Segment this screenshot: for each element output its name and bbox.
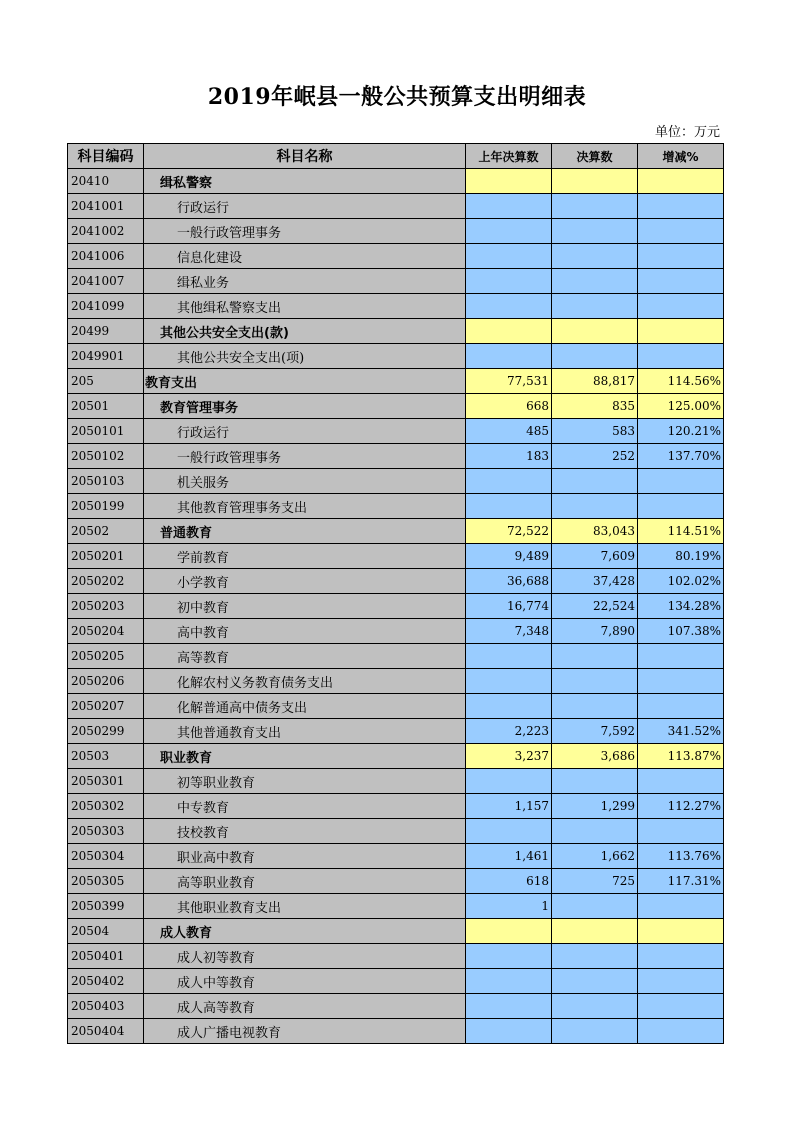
- row-name-cell: [144, 769, 466, 794]
- row-code: 20504: [68, 919, 144, 944]
- row-code: 2050402: [68, 969, 144, 994]
- row-code: 20499: [68, 319, 144, 344]
- row-final: [552, 469, 638, 494]
- row-change-pct: 341.52%: [638, 719, 724, 744]
- row-change-pct: [638, 819, 724, 844]
- row-name: 缉私警察: [160, 175, 213, 191]
- row-prev-year: 183: [466, 444, 552, 469]
- table-row: [68, 294, 724, 319]
- row-prev-year: 2,223: [466, 719, 552, 744]
- row-name-cell: [144, 994, 466, 1019]
- row-code: 2050203: [68, 594, 144, 619]
- table-row: [68, 869, 724, 894]
- row-name: 技校教育: [177, 825, 230, 841]
- row-change-pct: [638, 169, 724, 194]
- row-prev-year: [466, 244, 552, 269]
- row-name: 成人高等教育: [177, 1000, 256, 1016]
- row-name: 其他职业教育支出: [177, 900, 282, 916]
- row-code: 2050103: [68, 469, 144, 494]
- row-name-cell: [144, 244, 466, 269]
- row-name: 成人教育: [160, 925, 213, 941]
- row-name-cell: [144, 794, 466, 819]
- row-code: 2050305: [68, 869, 144, 894]
- row-code: 2050304: [68, 844, 144, 869]
- row-name: 行政运行: [177, 200, 230, 216]
- row-prev-year: [466, 644, 552, 669]
- row-name-cell: [144, 594, 466, 619]
- row-code: 20502: [68, 519, 144, 544]
- row-code: 2041002: [68, 219, 144, 244]
- row-code: 2050301: [68, 769, 144, 794]
- row-prev-year: 1: [466, 894, 552, 919]
- table-row: [68, 219, 724, 244]
- row-name-cell: [144, 494, 466, 519]
- row-final: [552, 494, 638, 519]
- row-code: 20410: [68, 169, 144, 194]
- row-name-cell: [144, 269, 466, 294]
- row-change-pct: [638, 269, 724, 294]
- header-change-pct: 增减%: [638, 144, 724, 169]
- row-prev-year: [466, 819, 552, 844]
- row-final: [552, 769, 638, 794]
- row-prev-year: 9,489: [466, 544, 552, 569]
- table-row: [68, 944, 724, 969]
- row-prev-year: 668: [466, 394, 552, 419]
- row-name: 其他缉私警察支出: [177, 300, 282, 316]
- row-final: 835: [552, 394, 638, 419]
- row-name: 成人中等教育: [177, 975, 256, 991]
- row-code: 2050201: [68, 544, 144, 569]
- row-name: 其他普通教育支出: [177, 725, 282, 741]
- row-prev-year: [466, 319, 552, 344]
- row-change-pct: [638, 969, 724, 994]
- row-prev-year: 16,774: [466, 594, 552, 619]
- row-name-cell: [144, 969, 466, 994]
- row-code: 2041006: [68, 244, 144, 269]
- row-code: 2050404: [68, 1019, 144, 1044]
- row-code: 2050303: [68, 819, 144, 844]
- row-change-pct: [638, 344, 724, 369]
- row-final: [552, 319, 638, 344]
- row-prev-year: [466, 919, 552, 944]
- table-header-row: [68, 144, 724, 169]
- table-row: [68, 269, 724, 294]
- table-row: [68, 244, 724, 269]
- row-change-pct: 120.21%: [638, 419, 724, 444]
- row-change-pct: [638, 669, 724, 694]
- row-prev-year: 72,522: [466, 519, 552, 544]
- row-code: 2050199: [68, 494, 144, 519]
- table-row: [68, 194, 724, 219]
- row-final: [552, 294, 638, 319]
- row-name-cell: [144, 219, 466, 244]
- row-change-pct: 114.51%: [638, 519, 724, 544]
- table-row: [68, 319, 724, 344]
- row-name: 机关服务: [177, 475, 230, 491]
- row-name: 职业高中教育: [177, 850, 256, 866]
- row-name-cell: [144, 519, 466, 544]
- row-final: [552, 969, 638, 994]
- row-name: 高中教育: [177, 625, 230, 641]
- row-prev-year: 7,348: [466, 619, 552, 644]
- row-name: 高等职业教育: [177, 875, 256, 891]
- row-change-pct: 102.02%: [638, 569, 724, 594]
- row-name-cell: [144, 569, 466, 594]
- unit-label: 单位：万元: [654, 125, 720, 140]
- table-row: [68, 469, 724, 494]
- row-code: 2050101: [68, 419, 144, 444]
- row-code: 2050302: [68, 794, 144, 819]
- budget-table: [67, 143, 724, 1044]
- row-name-cell: [144, 319, 466, 344]
- row-name: 其他公共安全支出(款): [160, 325, 289, 341]
- row-final: [552, 669, 638, 694]
- table-row: [68, 344, 724, 369]
- row-prev-year: [466, 469, 552, 494]
- row-final: 3,686: [552, 744, 638, 769]
- row-name-cell: [144, 719, 466, 744]
- table-row: [68, 994, 724, 1019]
- row-code: 2050206: [68, 669, 144, 694]
- row-code: 2041007: [68, 269, 144, 294]
- row-final: [552, 219, 638, 244]
- row-prev-year: [466, 944, 552, 969]
- row-final: [552, 819, 638, 844]
- table-row: [68, 394, 724, 419]
- row-change-pct: [638, 919, 724, 944]
- row-name-cell: [144, 744, 466, 769]
- row-name-cell: [144, 419, 466, 444]
- table-row: [68, 1019, 724, 1044]
- row-change-pct: 134.28%: [638, 594, 724, 619]
- row-code: 2041001: [68, 194, 144, 219]
- row-name-cell: [144, 694, 466, 719]
- row-name-cell: [144, 894, 466, 919]
- row-name-cell: [144, 869, 466, 894]
- row-name: 初中教育: [177, 600, 230, 616]
- header-code: 科目编码: [68, 144, 144, 169]
- row-final: 1,662: [552, 844, 638, 869]
- row-prev-year: [466, 694, 552, 719]
- row-name: 学前教育: [177, 550, 230, 566]
- row-name: 成人广播电视教育: [177, 1025, 282, 1041]
- row-change-pct: [638, 944, 724, 969]
- row-change-pct: [638, 244, 724, 269]
- row-name-cell: [144, 469, 466, 494]
- row-name-cell: [144, 644, 466, 669]
- row-final: 22,524: [552, 594, 638, 619]
- row-name: 小学教育: [177, 575, 230, 591]
- row-change-pct: [638, 294, 724, 319]
- row-change-pct: [638, 644, 724, 669]
- row-final: [552, 169, 638, 194]
- row-change-pct: [638, 1019, 724, 1044]
- row-name-cell: [144, 444, 466, 469]
- row-final: 37,428: [552, 569, 638, 594]
- row-code: 2050207: [68, 694, 144, 719]
- row-name-cell: [144, 369, 466, 394]
- table-row: [68, 794, 724, 819]
- row-change-pct: 125.00%: [638, 394, 724, 419]
- row-final: 88,817: [552, 369, 638, 394]
- table-row: [68, 694, 724, 719]
- table-row: [68, 919, 724, 944]
- table-row: [68, 719, 724, 744]
- row-prev-year: 3,237: [466, 744, 552, 769]
- row-prev-year: 77,531: [466, 369, 552, 394]
- row-name: 行政运行: [177, 425, 230, 441]
- row-name: 职业教育: [160, 750, 213, 766]
- row-change-pct: [638, 894, 724, 919]
- row-final: [552, 944, 638, 969]
- row-change-pct: 107.38%: [638, 619, 724, 644]
- table-row: [68, 544, 724, 569]
- row-prev-year: [466, 669, 552, 694]
- table-row: [68, 744, 724, 769]
- row-final: 7,592: [552, 719, 638, 744]
- row-name: 化解农村义务教育债务支出: [177, 675, 334, 691]
- row-prev-year: [466, 219, 552, 244]
- table-row: [68, 594, 724, 619]
- row-final: [552, 894, 638, 919]
- row-name: 高等教育: [177, 650, 230, 666]
- row-prev-year: [466, 769, 552, 794]
- row-name-cell: [144, 669, 466, 694]
- row-name: 成人初等教育: [177, 950, 256, 966]
- table-row: [68, 419, 724, 444]
- row-final: [552, 344, 638, 369]
- row-name-cell: [144, 944, 466, 969]
- row-name: 初等职业教育: [177, 775, 256, 791]
- header-name: 科目名称: [144, 144, 466, 169]
- row-final: 83,043: [552, 519, 638, 544]
- row-final: 7,609: [552, 544, 638, 569]
- row-change-pct: 112.27%: [638, 794, 724, 819]
- table-row: [68, 644, 724, 669]
- row-name: 普通教育: [160, 525, 213, 541]
- row-name: 其他公共安全支出(项): [177, 350, 305, 366]
- row-code: 2050403: [68, 994, 144, 1019]
- table-row: [68, 769, 724, 794]
- row-final: 7,890: [552, 619, 638, 644]
- row-change-pct: [638, 769, 724, 794]
- row-code: 2050205: [68, 644, 144, 669]
- table-row: [68, 569, 724, 594]
- row-code: 2050102: [68, 444, 144, 469]
- row-prev-year: 1,157: [466, 794, 552, 819]
- row-final: [552, 194, 638, 219]
- row-change-pct: 137.70%: [638, 444, 724, 469]
- row-prev-year: 1,461: [466, 844, 552, 869]
- row-change-pct: [638, 494, 724, 519]
- row-prev-year: 485: [466, 419, 552, 444]
- table-row: [68, 369, 724, 394]
- row-code: 2049901: [68, 344, 144, 369]
- table-row: [68, 619, 724, 644]
- row-change-pct: 80.19%: [638, 544, 724, 569]
- row-name-cell: [144, 169, 466, 194]
- table-row: [68, 519, 724, 544]
- row-prev-year: [466, 994, 552, 1019]
- row-name-cell: [144, 919, 466, 944]
- row-change-pct: 113.87%: [638, 744, 724, 769]
- row-name: 缉私业务: [177, 275, 230, 291]
- row-change-pct: 113.76%: [638, 844, 724, 869]
- row-name: 一般行政管理事务: [177, 225, 282, 241]
- table-row: [68, 844, 724, 869]
- row-change-pct: [638, 694, 724, 719]
- table-row: [68, 894, 724, 919]
- row-prev-year: [466, 494, 552, 519]
- table-row: [68, 969, 724, 994]
- row-prev-year: [466, 294, 552, 319]
- row-final: [552, 644, 638, 669]
- row-code: 20501: [68, 394, 144, 419]
- row-final: [552, 244, 638, 269]
- row-name: 教育支出: [145, 375, 198, 391]
- row-prev-year: [466, 969, 552, 994]
- row-final: 725: [552, 869, 638, 894]
- header-final: 决算数: [552, 144, 638, 169]
- row-name: 信息化建设: [177, 250, 243, 266]
- table-row: [68, 444, 724, 469]
- row-name-cell: [144, 1019, 466, 1044]
- row-name: 中专教育: [177, 800, 230, 816]
- row-code: 2050299: [68, 719, 144, 744]
- row-prev-year: [466, 1019, 552, 1044]
- row-code: 2050399: [68, 894, 144, 919]
- row-change-pct: [638, 994, 724, 1019]
- table-row: [68, 669, 724, 694]
- table-row: [68, 819, 724, 844]
- row-name-cell: [144, 394, 466, 419]
- row-change-pct: [638, 194, 724, 219]
- table-row: [68, 494, 724, 519]
- row-code: 2050202: [68, 569, 144, 594]
- header-prev-year: 上年决算数: [466, 144, 552, 169]
- row-name: 教育管理事务: [160, 400, 239, 416]
- row-prev-year: [466, 194, 552, 219]
- row-change-pct: [638, 219, 724, 244]
- row-code: 2041099: [68, 294, 144, 319]
- row-code: 2050204: [68, 619, 144, 644]
- row-name-cell: [144, 844, 466, 869]
- page-title: 2019年岷县一般公共预算支出明细表: [207, 84, 587, 110]
- row-prev-year: 618: [466, 869, 552, 894]
- row-final: 1,299: [552, 794, 638, 819]
- row-name-cell: [144, 819, 466, 844]
- row-name-cell: [144, 619, 466, 644]
- row-final: [552, 994, 638, 1019]
- row-final: 583: [552, 419, 638, 444]
- row-prev-year: 36,688: [466, 569, 552, 594]
- row-final: [552, 919, 638, 944]
- row-final: 252: [552, 444, 638, 469]
- row-name: 其他教育管理事务支出: [177, 500, 308, 516]
- row-name: 一般行政管理事务: [177, 450, 282, 466]
- row-change-pct: 117.31%: [638, 869, 724, 894]
- row-change-pct: [638, 469, 724, 494]
- row-name: 化解普通高中债务支出: [177, 700, 308, 716]
- row-name-cell: [144, 194, 466, 219]
- row-code: 20503: [68, 744, 144, 769]
- row-name-cell: [144, 544, 466, 569]
- row-prev-year: [466, 169, 552, 194]
- row-code: 2050401: [68, 944, 144, 969]
- row-change-pct: [638, 319, 724, 344]
- row-prev-year: [466, 344, 552, 369]
- row-final: [552, 1019, 638, 1044]
- row-change-pct: 114.56%: [638, 369, 724, 394]
- row-final: [552, 269, 638, 294]
- row-prev-year: [466, 269, 552, 294]
- row-name-cell: [144, 344, 466, 369]
- row-final: [552, 694, 638, 719]
- row-name-cell: [144, 294, 466, 319]
- row-code: 205: [68, 369, 144, 394]
- table-row: [68, 169, 724, 194]
